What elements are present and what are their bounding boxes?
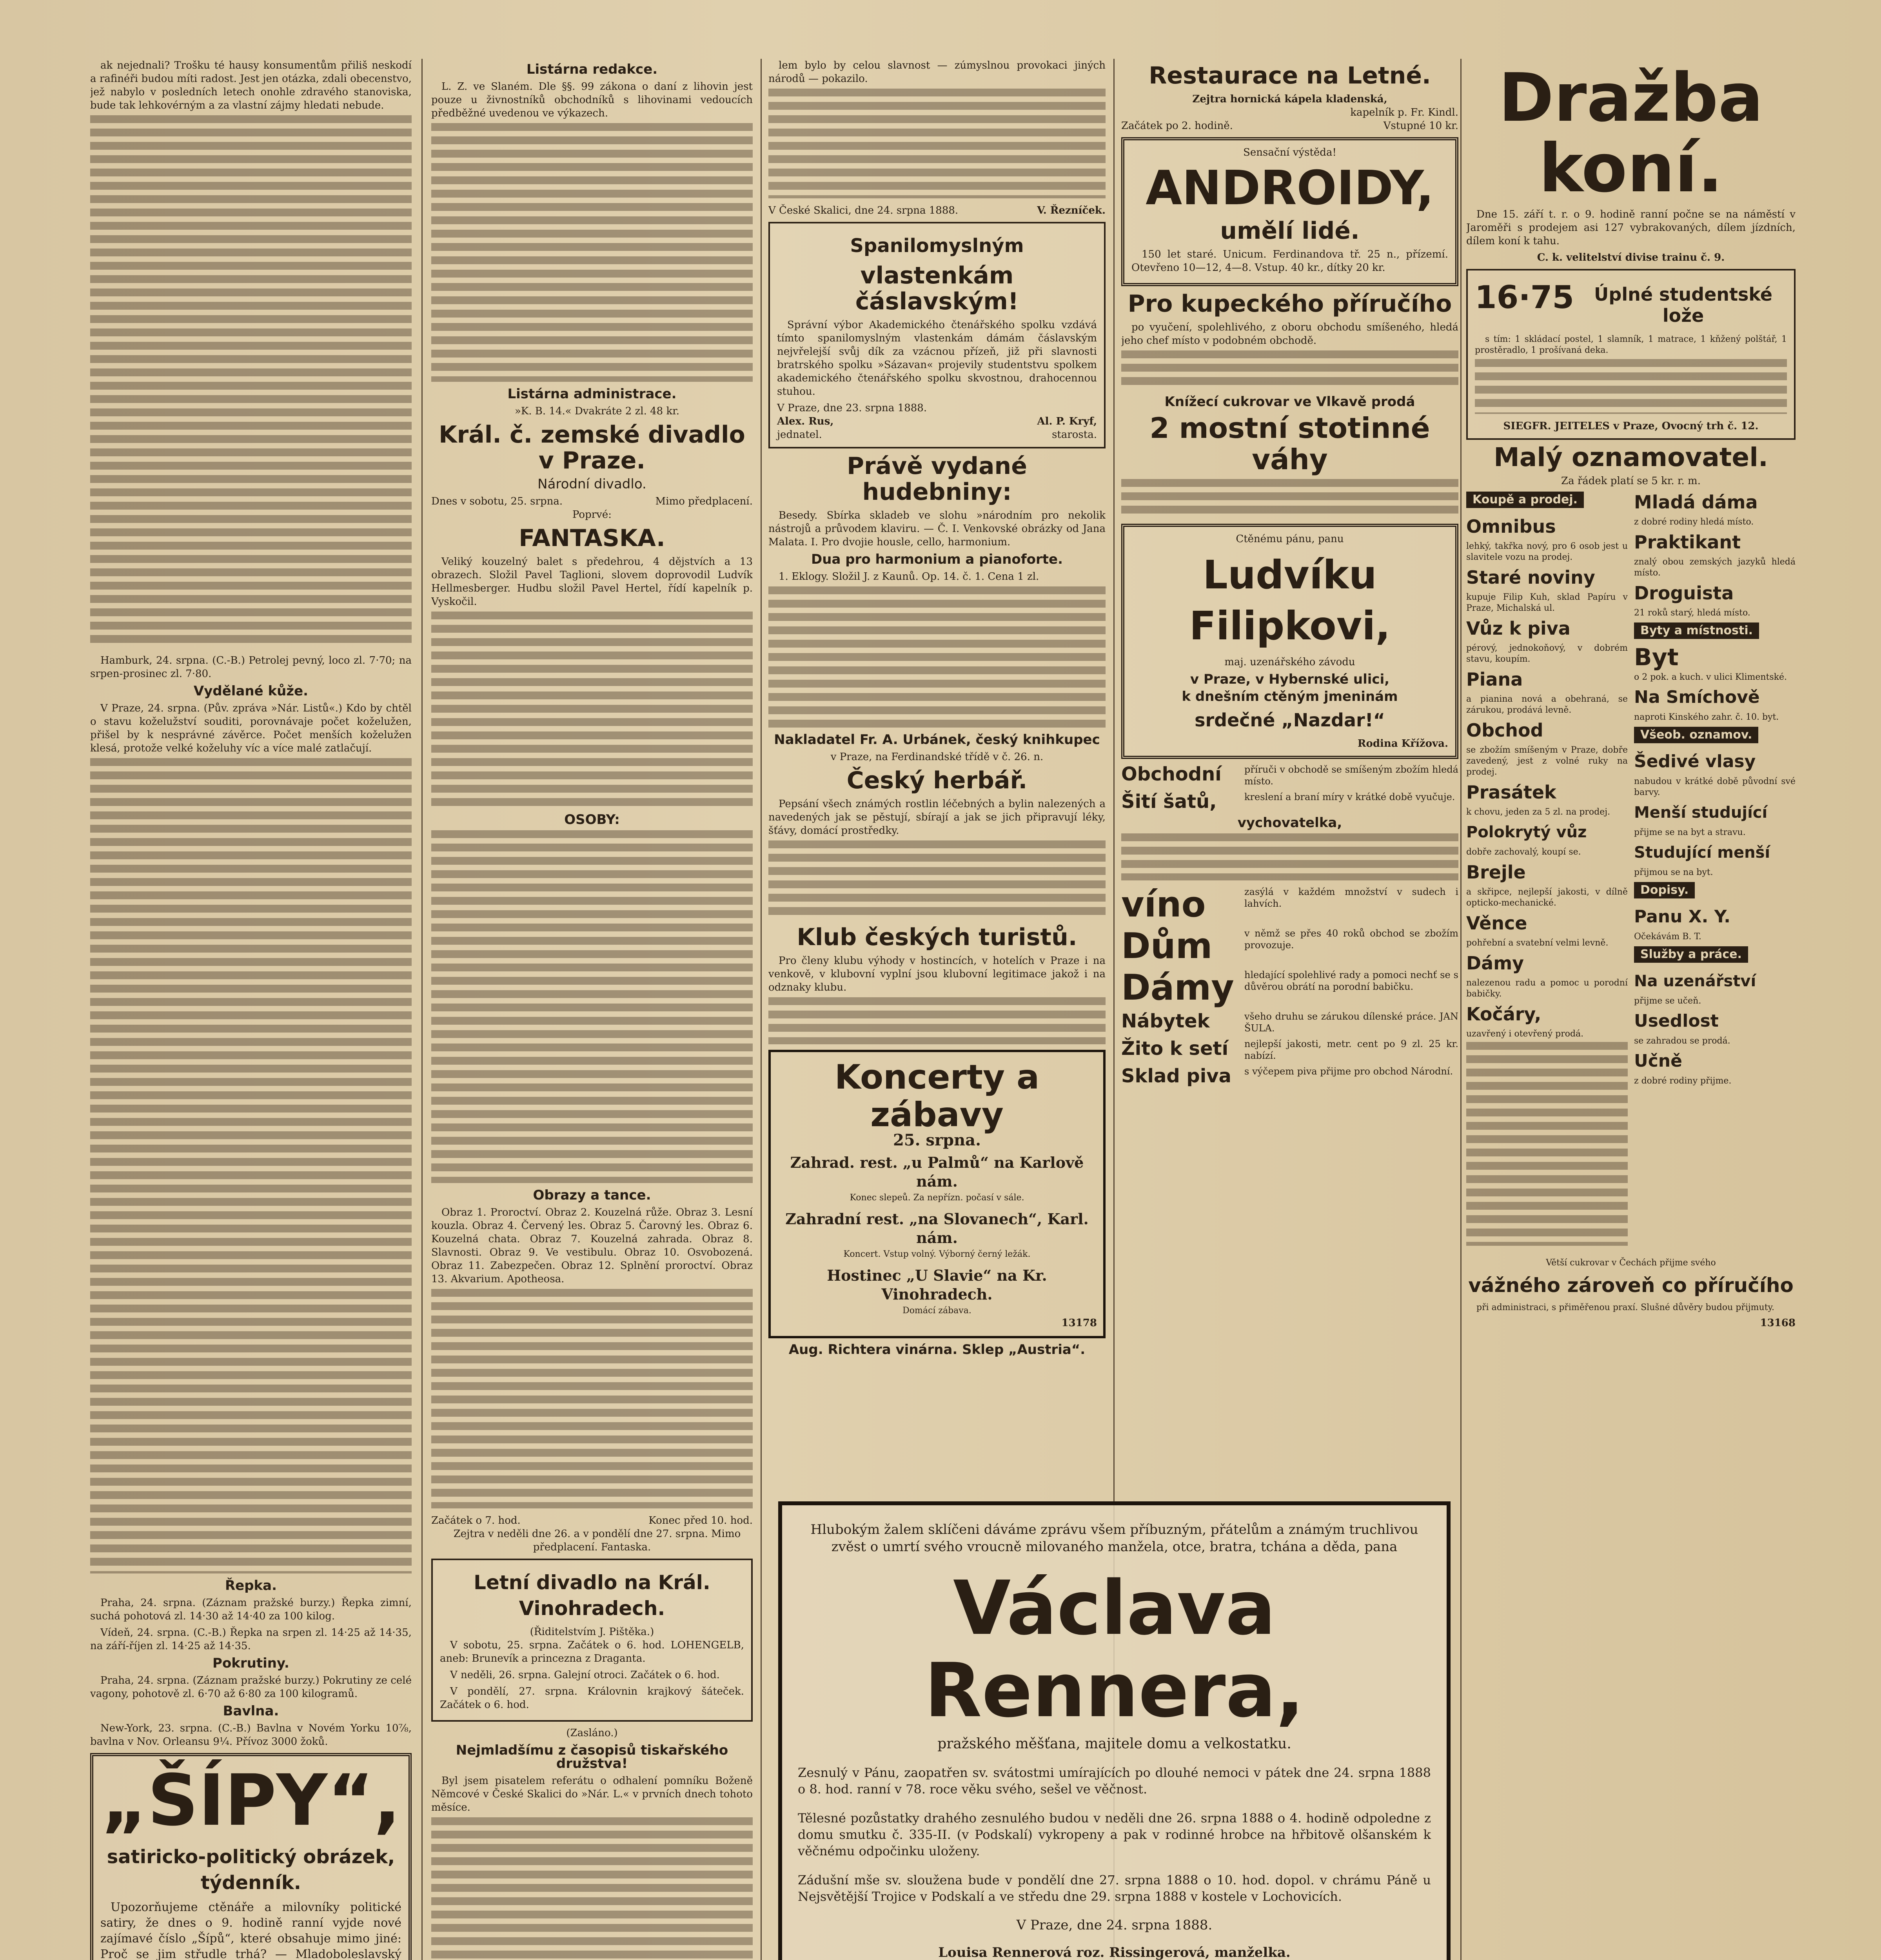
text-lines: [431, 123, 753, 382]
bed-text: s tím: 1 skládací postel, 1 slamník, 1 matrace, 1 kňžený polštář, 1 prostěradlo, 1 prošívaná deka.: [1475, 334, 1787, 355]
classified-text: k chovu, jeden za 5 zl. na prodej.: [1466, 807, 1610, 817]
greeting-sign: Rodina Křížova.: [1357, 738, 1448, 750]
article-text: Dne 15. září t. r. o 9. hodině ranní počne se na náměstí v Jaroměři s prodejem asi 127 vybrakovaných, dílem jízdních, dílem koní k tahu.: [1466, 209, 1796, 247]
obituary-text: Zádušní mše sv. sloužena bude v pondělí dne 27. srpna 1888 o 10. hod. dopol. v chrámu Páně u Nejsvětější Trojice v Podskalí a ve středu dne 29. srpna 1888 v kostele v Lochovicích.: [798, 1873, 1431, 1904]
classified-title: Na Smíchově: [1634, 687, 1760, 707]
classified: [1121, 791, 1458, 812]
section-heading: Obrazy a tance.: [533, 1187, 651, 1203]
classified: [1466, 720, 1628, 741]
concert-venue: Zahradní rest. „na Slovanech“, Karl. nám.: [785, 1210, 1089, 1247]
text-lines: [90, 115, 412, 648]
text-lines: [1121, 479, 1458, 518]
classified-text: příruči v obchodě se smíšeným zbožím hledá místo.: [1244, 764, 1458, 787]
classified-text: znalý obou zemských jazyků hledá místo.: [1634, 557, 1796, 578]
theatre-heading: Král. č. zemské divadlo v Praze.: [439, 421, 745, 474]
androids-sub: umělí lidé.: [1220, 217, 1360, 245]
concert-note: Koncert. Vstup volný. Výborný černý ležák.: [843, 1249, 1031, 1259]
theatre-date: Dnes v sobotu, 25. srpna.: [431, 495, 563, 507]
classified: [1121, 1065, 1458, 1087]
ad-heading: Knížecí cukrovar ve Vlkavě prodá: [1164, 394, 1415, 410]
theatre-times: [431, 1514, 753, 1527]
classified-title: Šedivé vlasy: [1634, 751, 1756, 771]
classified-text: hledající spolehlivé rady a pomoci nechť se s důvěrou obrátí na porodní babičku.: [1244, 969, 1458, 992]
classified: [1466, 618, 1628, 639]
classifieds-heading: Malý oznamovatel.: [1494, 442, 1768, 472]
classified-title: Mladá dáma: [1634, 492, 1758, 513]
text-lines: [431, 1289, 753, 1508]
classified-text: přijme se učeň.: [1634, 996, 1701, 1006]
article-text: Praha, 24. srpna. (Záznam pražské burzy.) Řepka zimní, suchá pohotová zl. 14·30 až 14·40 za 100 kilog.: [90, 1597, 412, 1622]
article-place: V Praze, dne 23. srpna 1888.: [777, 402, 927, 414]
classified: [1121, 1038, 1458, 1062]
bed-ad: [1466, 269, 1796, 440]
obituary-notice: [778, 1501, 1451, 1960]
classified-text: nabudou v krátké době původní své barvy.: [1634, 777, 1796, 797]
concerts-box: [768, 1050, 1106, 1338]
bed-ad-head: [1475, 280, 1787, 330]
classified-text: a skřipce, nejlepší jakosti, v dílně opticko-mechanické.: [1466, 887, 1628, 908]
text-lines: [431, 830, 753, 1183]
article-text: V pondělí, 27. srpna. Královnin krajkový šáteček. Začátek o 6. hod.: [440, 1686, 744, 1711]
text-lines: [768, 89, 1106, 198]
classified-title: Šití šatů,: [1121, 791, 1217, 813]
article-text: Vídeň, 24. srpna. (C.-B.) Řepka na srpen zl. 14·25 až 14·35, na září-říjen zl. 14·25 až 14·35.: [90, 1627, 412, 1652]
restaurant-heading: Restaurace na Letné.: [1149, 62, 1431, 89]
classified: [1121, 927, 1458, 965]
theatre-start: Začátek o 7. hod.: [431, 1515, 521, 1526]
classified-title: Věnce: [1466, 913, 1527, 934]
greeting-intro: Ctěnému pánu, panu: [1236, 533, 1344, 545]
classified-title: Menší studující: [1634, 804, 1768, 822]
section-heading: Řepka.: [225, 1578, 277, 1593]
klub-heading: Klub českých turistů.: [797, 924, 1077, 951]
classified-title: Kočáry,: [1466, 1004, 1541, 1025]
classified-text: o 2 pok. a kuch. v ulici Klimentské.: [1634, 672, 1787, 682]
text-lines: [768, 586, 1106, 728]
classified: [1634, 532, 1796, 553]
restaurant-start: Začátek po 2. hodině.: [1121, 120, 1233, 132]
classified-text: s výčepem piva přijme pro obchod Národní.: [1244, 1066, 1453, 1077]
greeting-day: k dnešním ctěným jmeninám: [1182, 689, 1398, 704]
restaurant-times: [1121, 119, 1458, 132]
category-tag: Všeob. oznamov.: [1634, 727, 1758, 743]
classified-text: z dobré rodiny hledá místo.: [1634, 517, 1754, 527]
classified-title: Droguista: [1634, 583, 1734, 604]
classified: [1121, 969, 1458, 1007]
classified: [1466, 1004, 1628, 1025]
article-text: V sobotu, 25. srpna. Začátek o 6. hod. LOHENGELB, aneb: Brunevík a princezna z Draganta.: [440, 1639, 744, 1664]
concert-note: Konec slepeů. Za nepřízn. počasí v sále.: [850, 1193, 1024, 1203]
classified: [1634, 971, 1796, 992]
category-tag: Služby a práce.: [1634, 946, 1748, 963]
article-text: Hamburk, 24. srpna. (C.-B.) Petrolej pevný, loco zl. 7·70; na srpen-prosinec zl. 7·80.: [90, 655, 412, 680]
classified: [1466, 913, 1628, 934]
winery-heading: Aug. Richtera vinárna. Sklep „Austria“.: [788, 1342, 1086, 1357]
classified-title: Studující menší: [1634, 844, 1770, 862]
classified: [1466, 953, 1628, 974]
ad-number: 13178: [1061, 1317, 1097, 1329]
theatre-heading: Letní divadlo na Král. Vinohradech.: [474, 1571, 710, 1620]
classified-text: zasýlá v každém množství v sudech i lahvích.: [1244, 886, 1458, 909]
section-heading: Dua pro harmonium a pianoforte.: [811, 552, 1063, 567]
article-text: Správní výbor Akademického čtenářského spolku vzdává tímto spanilomyslným vlastenkám dámám čáslavským nejvřelejší svůj dík za vzácnou přízeň, již při slavnosti bratrského spolku »Sázavan« projevily studentstvu spolkem akademického čtenářského spolku skvostnou, drahocennou stuhou.: [777, 319, 1097, 397]
category-tag: Byty a místnosti.: [1634, 622, 1759, 639]
article-text: 1. Eklogy. Složil J. z Kaunů. Op. 14. č. 1. Cena 1 zl.: [779, 571, 1039, 583]
sipy-title: „ŠÍPY“,: [101, 1760, 401, 1842]
theatre-end: Konec před 10. hod.: [648, 1515, 753, 1526]
restaurant-sub: kapelník p. Fr. Kindl.: [1350, 107, 1458, 118]
classified: [1634, 906, 1796, 927]
classified-text: z dobré rodiny přijme.: [1634, 1076, 1732, 1086]
text-lines: [431, 612, 753, 808]
article-signature: V. Řezníček.: [1037, 205, 1106, 216]
classified-title: vychovatelka,: [1237, 815, 1342, 831]
notice-heading: vlastenkám čáslavským!: [855, 262, 1019, 315]
restaurant-fee: Vstupné 10 kr.: [1383, 120, 1458, 132]
signature-role: jednatel.: [777, 429, 822, 441]
text-lines: [768, 997, 1106, 1044]
article-text: »K. B. 14.« Dvakráte 2 zl. 48 kr.: [514, 405, 680, 417]
classified-title: Dámy: [1121, 967, 1234, 1008]
publisher: Nakladatel Fr. A. Urbánek, český knihkupec: [774, 732, 1100, 748]
vinohrady-theatre: [431, 1559, 753, 1722]
classified-text: a pianina nová a obehraná, se zárukou, prodává levně.: [1466, 694, 1628, 715]
classified-title: Piana: [1466, 669, 1523, 690]
article-text: L. Z. ve Slaném. Dle §§. 99 zákona o daní z lihovin jest pouze u živnostníků obchodníků s lihovinami vedoucích předběžné uvedenou ve výkazech.: [431, 81, 753, 119]
classified-text: se zahradou se prodá.: [1634, 1036, 1730, 1046]
article-text: Veliký kouzelný balet s předehrou, 4 dějstvích a 13 obrazech. Složil Pavel Taglioni, slovem doprovodil Ludvík Hellmesberger. Hudbu složil Pavel Hertel, řídí kapelník p. Vyskočil.: [431, 556, 753, 608]
greeting-cheer: srdečné „Nazdar!“: [1195, 710, 1385, 731]
column-2: [431, 59, 753, 1960]
androids-tagline: Sensační výstěda!: [1243, 147, 1336, 158]
restaurant-sub: Zejtra hornická kápela kladenská,: [1192, 93, 1387, 105]
classified-title: Nábytek: [1121, 1010, 1210, 1032]
bed-title: Úplné studentské lože: [1594, 284, 1772, 326]
classified: [1466, 822, 1628, 843]
section-heading: Bavlna.: [223, 1703, 279, 1719]
article-text: V neděli, 26. srpna. Galejní otroci. Začátek o 6. hod.: [450, 1669, 720, 1681]
section-heading: Listárna redakce.: [526, 62, 658, 77]
signature-name: Alex. Rus,: [777, 416, 834, 427]
classified: [1466, 862, 1628, 883]
section-heading: Listárna administrace.: [507, 386, 677, 402]
classified-title: Učně: [1634, 1051, 1682, 1071]
classified: [1466, 516, 1628, 537]
cukrovar-text: při administraci, s přiměřenou praxí. Slušné důvěry budou přijmuty.: [1476, 1303, 1775, 1312]
article-text: Obraz 1. Proroctví. Obraz 2. Kouzelná růže. Obraz 3. Lesní kouzla. Obraz 4. Červený les. Obraz 5. Čarovný les. Obraz 6. Kouzelná chata. Obraz 7. Kouzelná zahrada. Obraz 8. Slavnosti. Obraz 9. Ve vestibulu. Obraz 10. Osvobozená. Obraz 11. Zabezpečen. Obraz 12. Splnění proroctví. Obraz 13. Akvarium. Apotheosa.: [431, 1207, 753, 1285]
article-text: Byl jsem pisatelem referátu o odhalení pomníku Boženě Němcové v České Skalici do »Nár. L.« v prvních dnech tohoto měsíce.: [431, 1775, 753, 1813]
signature-name: Al. P. Kryf,: [1037, 416, 1097, 427]
classified-text: uzavřený i otevřený prodá.: [1466, 1029, 1584, 1039]
concert-venue: Hostinec „U Slavie“ na Kr. Vinohradech.: [827, 1267, 1047, 1303]
category-tag: Koupě a prodej.: [1466, 492, 1584, 508]
concerts-date: 25. srpna.: [893, 1131, 981, 1149]
text-lines: [1466, 1042, 1628, 1246]
classified-title: Staré noviny: [1466, 567, 1595, 588]
article-text: Pro členy klubu výhody v hostincích, v hotelích v Praze i na venkově, v klubovní vyplní jsou klubovní legitimace jakož i na odznaky klubu.: [768, 955, 1106, 993]
section-heading: Nejmladšímu z časopisů tiskařského družstva!: [456, 1742, 728, 1771]
classified-text: pohřební a svatební velmi levně.: [1466, 938, 1609, 948]
greeting-name: Ludvíku Filipkovi,: [1189, 552, 1391, 649]
classified-text: v němž se přes 40 roků obchod se zbožím provozuje.: [1244, 928, 1458, 951]
classified-title: Sklad piva: [1121, 1065, 1231, 1087]
obituary-intro: Hlubokým žalem sklíčeni dáváme zprávu všem příbuzným, přátelům a známým truchlivou zvěst o umrtí svého vroucně milovaného manžela, otce, bratra, tchána a děda, pana: [810, 1522, 1418, 1555]
obituary-name: Václava Rennera,: [924, 1565, 1304, 1734]
obituary-text: Tělesné pozůstatky drahého zesnulého budou v neděli dne 26. srpna 1888 o 4. hodině odpoledne z domu smutku č. 335-II. (v Podskalí) vykropeny a pak v rodinné hrobce na hřbitově olšanském k věčnému odpočinku uloženy.: [798, 1811, 1431, 1858]
classified: [1121, 886, 1458, 924]
classifieds-right: [1634, 488, 1796, 1251]
greeting-box: [1121, 524, 1458, 759]
classified-text: dobře zachovalý, koupí se.: [1466, 847, 1581, 857]
greeting-address: v Praze, v Hybernské ulici,: [1190, 671, 1390, 687]
classified-title: Obchodní: [1121, 763, 1222, 785]
thanks-notice: [768, 222, 1106, 448]
obituary-place: V Praze, dne 24. srpna 1888.: [1016, 1917, 1213, 1933]
theatre-subheading: Národní divadlo.: [537, 476, 646, 492]
greeting-sub: maj. uzenářského závodu: [1224, 656, 1355, 668]
bed-price: 16·75: [1475, 279, 1574, 316]
text-lines: [768, 840, 1106, 919]
section-heading: Vydělané kůže.: [193, 683, 309, 699]
concerts-title: Koncerty a zábavy: [834, 1058, 1040, 1134]
classifieds-left: [1466, 488, 1628, 1251]
androids-title: ANDROIDY,: [1146, 161, 1434, 216]
classified-title: Dům: [1121, 926, 1213, 967]
classified: [1634, 1051, 1796, 1072]
auction-heading: Dražba koní.: [1498, 59, 1763, 207]
classified-title: Panu X. Y.: [1634, 907, 1730, 927]
classified-title: Byt: [1634, 644, 1679, 671]
article-text: Zejtra v neděli dne 26. a v pondělí dne 27. srpna. Mimo předplacení. Fantaska.: [453, 1528, 741, 1553]
article-place: V České Skalici, dne 24. srpna 1888.: [768, 205, 959, 216]
ad-number: 13168: [1760, 1317, 1796, 1329]
text-lines: [431, 1817, 753, 1960]
article-text: ak nejednali? Trošku té hausy konsumentům přiliš neskodí a rafinéři budou míti radost. Jest jen otázka, zdali obecenstvo, jež nabylo v posledních letech onohle zdravého stanoviska, bude tak lehkovérným a za vlastní zájmy hledati nebude.: [90, 60, 412, 111]
classified-title: Obchod: [1466, 720, 1543, 741]
classifieds-grid: [1466, 488, 1796, 1251]
classified-title: Na uzenářství: [1634, 972, 1756, 990]
androids-text: 150 let staré. Unicum. Ferdinandova tř. 25 n., přízemí. Otevřeno 10—12, 4—8. Vstup. 40 kr., dítky 20 kr.: [1131, 249, 1448, 274]
ad-heading: 2 mostní stotinné váhy: [1149, 412, 1430, 476]
publisher-address: v Praze, na Ferdinandské třídě v č. 26. n.: [830, 751, 1044, 763]
cukrovar-intro: Větší cukrovar v Čechách přijme svého: [1546, 1258, 1716, 1268]
classified-text: lehký, takřka nový, pro 6 osob jest u slavitele vozu na prodej.: [1466, 541, 1628, 562]
ad-heading: Pro kupeckého příručího: [1128, 290, 1452, 318]
classified: [1634, 644, 1796, 671]
music-heading: Právě vydané hudebniny:: [847, 452, 1027, 506]
section-heading: Pokrutiny.: [212, 1655, 289, 1671]
classified-title: Dámy: [1466, 953, 1524, 974]
column-rule: [1460, 59, 1462, 1960]
column-1: [90, 59, 412, 1960]
classified-title: Žito k setí: [1121, 1038, 1229, 1060]
article-text: New-York, 23. srpna. (C.-B.) Bavlna v Novém Yorku 10⅞, bavlna v Nov. Orleansu 9¼. Přívoz 3000 žoků.: [90, 1722, 412, 1748]
text-lines: [90, 758, 412, 1573]
classified: [1121, 1011, 1458, 1034]
classified: [1634, 687, 1796, 708]
article-text: Besedy. Sbírka skladeb ve slohu »národním pro nekolik nástrojů a průvodem klaviru. — Č. I. Venkovské obrázky od Jana Malata. I. Pro dvojie housle, cello, harmonium.: [768, 510, 1106, 548]
classified-title: Usedlost: [1634, 1011, 1719, 1031]
signature-role: starosta.: [1052, 429, 1097, 441]
androids-ad: [1121, 137, 1458, 286]
classified-text: nejlepší jakosti, metr. cent po 9 zl. 25 kr. nabízí.: [1244, 1038, 1458, 1061]
signature-line: [777, 415, 1097, 428]
classified: [1634, 802, 1796, 823]
classified-title: Omnibus: [1466, 516, 1556, 537]
classified: [1466, 782, 1628, 803]
notice-heading: Spanilomyslným: [850, 235, 1024, 257]
cukrovar-heading: vážného zároveň co příručího: [1468, 1274, 1794, 1297]
advertisement-sipy: [90, 1753, 412, 1960]
classified: [1634, 842, 1796, 863]
signature-roles: [777, 428, 1097, 441]
classified-text: pérový, jednokoňový, v dobrém stavu, koupím.: [1466, 643, 1628, 664]
article-text: po vyučení, spolehlivého, z oboru obchodu smíšeného, hledá jeho chef místo v podobném obchodě.: [1121, 321, 1458, 347]
theatre-premiere: Poprvé:: [572, 509, 612, 521]
column-rule: [761, 59, 762, 1960]
theatre-abonnement: Mimo předplacení.: [655, 495, 753, 507]
zaslano-label: (Zasláno.): [566, 1727, 618, 1739]
classified: [1466, 669, 1628, 690]
concert-venue: Zahrad. rest. „u Palmů“ na Karlově nám.: [790, 1154, 1084, 1190]
classified: [1466, 567, 1628, 588]
classified-text: všeho druhu se zárukou dílenské práce. JAN ŠULA.: [1244, 1011, 1458, 1034]
classified-text: přijme se na byt a stravu.: [1634, 828, 1746, 837]
classified-title: Praktikant: [1634, 532, 1741, 553]
classified: [1634, 751, 1796, 772]
column-rule: [421, 59, 423, 1960]
column-5: [1466, 59, 1796, 1960]
text-lines: [1121, 350, 1458, 390]
classified-text: 21 roků starý, hledá místo.: [1634, 608, 1750, 618]
article-text: V Praze, 24. srpna. (Pův. zpráva »Nár. Listů«.) Kdo by chtěl o stavu koželužství souditi, porovnávaje počet koželužen, přišel by k nesprávné závěrce. Počet menších koželužen klesá, protože velké koželuhy víc a více malé zatlačují.: [90, 702, 412, 754]
classified-title: Prasátek: [1466, 782, 1556, 803]
section-heading: OSOBY:: [564, 812, 620, 828]
classified-title: víno: [1121, 884, 1206, 925]
article-text: lem bylo by celou slavnost — zúmyslnou provokaci jiných národů — pokazilo.: [768, 60, 1106, 85]
theatre-title: FANTASKA.: [519, 524, 665, 552]
article-text: Pepsání všech známých rostlin léčebných a bylin nalezených a navedených jak se pěstují, sbírají a jak se jich připravují léky, šťávy, domácí prostředky.: [768, 798, 1106, 837]
classified-text: nalezenou radu a pomoc u porodní babičky.: [1466, 978, 1628, 999]
classified: [1634, 492, 1796, 513]
text-lines: [1475, 359, 1787, 414]
obituary-subtitle: pražského měšťana, majitele domu a velkostatku.: [937, 1736, 1291, 1752]
classified-text: naproti Kinského zahr. č. 10. byt.: [1634, 712, 1779, 722]
herbar-heading: Český herbář.: [846, 767, 1028, 794]
classified-text: přijmou se na byt.: [1634, 867, 1713, 877]
concert-note: Domácí zábava.: [902, 1306, 971, 1316]
classified-title: Polokrytý vůz: [1466, 823, 1587, 841]
classified-text: kupuje Filip Kuh, sklad Papíru v Praze, Michalská ul.: [1466, 592, 1628, 613]
classified-title: Vůz k piva: [1466, 618, 1571, 639]
classified: [1121, 764, 1458, 787]
classified-title: Brejle: [1466, 862, 1526, 883]
signature-line: [768, 204, 1106, 217]
category-tag: Dopisy.: [1634, 882, 1695, 898]
classified-text: se zbožím smíšeným v Praze, dobře zavedený, jest z volné ruky na prodej.: [1466, 745, 1628, 777]
auction-sign: C. k. velitelství divise trainu č. 9.: [1537, 252, 1725, 263]
classified-text: Očekávám B. T.: [1634, 932, 1701, 942]
sipy-subtitle: satiricko-politický obrázek, týdenník.: [107, 1846, 395, 1894]
classifieds-rate: Za řádek platí se 5 kr. r. m.: [1561, 475, 1701, 487]
classified: [1634, 583, 1796, 604]
bed-sign: SIEGFR. JEITELES v Praze, Ovocný trh č. 12.: [1503, 420, 1759, 432]
sipy-text: Upozorňujeme ctěnáře a milovníky politické satiry, že dnes o 9. hodině ranní vyjde nové zajímavé číslo „Šípů“, které obsahuje mimo jiné: Proč se jim střudle trhá? — Mladoboleslavský: [100, 1900, 401, 1960]
theatre-subheading: (Řiditelstvím J. Pištěka.): [530, 1626, 654, 1638]
theatre-dateline: [431, 495, 753, 508]
classified: [1634, 1011, 1796, 1032]
article-text: Praha, 24. srpna. (Záznam pražské burzy.) Pokrutiny ze celé vagony, pohotově zl. 6·70 až 6·80 za 100 kilogramů.: [90, 1675, 412, 1700]
text-lines: [1121, 833, 1458, 880]
obituary-widow: Louisa Rennerová roz. Rissingerová, manželka.: [938, 1945, 1291, 1960]
obituary-text: Zesnulý v Pánu, zaopatřen sv. svátostmi umírajících po dlouhé nemoci v pátek dne 24. srpna 1888 o 8. hod. ranní v 78. roce věku svého, sešel ve věčnost.: [798, 1765, 1431, 1797]
classified-text: kreslení a braní míry v krátké době vyučuje.: [1244, 791, 1455, 802]
